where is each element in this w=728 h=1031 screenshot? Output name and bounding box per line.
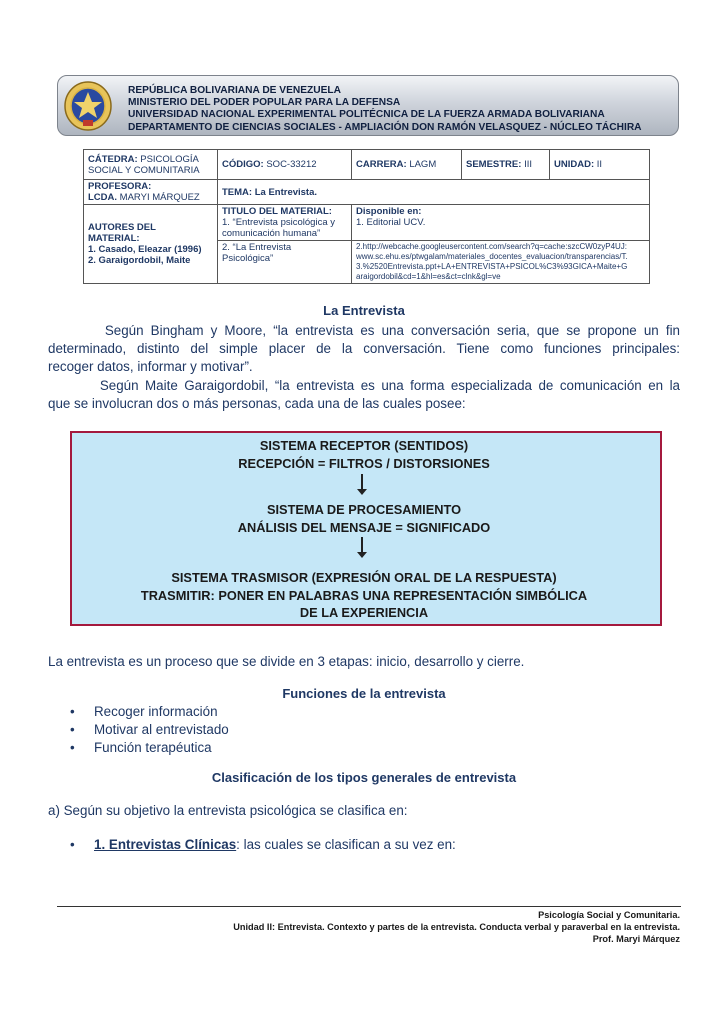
unidad-cell: UNIDAD: II xyxy=(550,150,650,180)
university-seal-icon xyxy=(63,80,113,132)
footer-professor: Prof. Maryi Márquez xyxy=(592,934,680,944)
funciones-heading: Funciones de la entrevista xyxy=(282,686,446,701)
diagram-trasmitir: TRASMITIR: PONER EN PALABRAS UNA REPRESENTACIÓN SIMBÓLICA xyxy=(140,588,588,603)
carrera-cell: CARRERA: LAGM xyxy=(352,150,462,180)
bullet-icon: • xyxy=(70,740,75,755)
clinicas-label: 1. Entrevistas Clínicas xyxy=(94,837,237,852)
bullet-icon: • xyxy=(70,837,75,852)
arrow-down-icon xyxy=(361,537,363,553)
bullet-icon: • xyxy=(70,722,75,737)
list-item: • Motivar al entrevistado xyxy=(70,722,229,737)
semestre-cell: SEMESTRE: III xyxy=(462,150,550,180)
profesora-cell: PROFESORA: LCDA. MARYI MÁRQUEZ xyxy=(84,180,218,205)
course-info-table xyxy=(83,149,650,284)
diagram-analisis: ANÁLISIS DEL MENSAJE = SIGNIFICADO xyxy=(237,520,491,535)
header-line: MINISTERIO DEL PODER POPULAR PARA LA DEFENSA xyxy=(128,97,401,109)
arrow-down-icon xyxy=(361,474,363,490)
etapas-text: La entrevista es un proceso que se divide en 3 etapas: inicio, desarrollo y cierre. xyxy=(48,654,525,669)
header-line: UNIVERSIDAD NACIONAL EXPERIMENTAL POLITÉCNICA DE LA FUERZA ARMADA BOLIVARIANA xyxy=(128,109,605,121)
diagram-recepcion: RECEPCIÓN = FILTROS / DISTORSIONES xyxy=(238,456,490,471)
footer-course: Psicología Social y Comunitaria. xyxy=(538,910,680,920)
header-institution xyxy=(128,85,642,134)
document-title: La Entrevista xyxy=(323,303,405,318)
clasificacion-heading: Clasificación de los tipos generales de entrevista xyxy=(211,770,517,785)
titulo-cell: TITULO DEL MATERIAL: 1. “Entrevista psicológica y comunicación humana” xyxy=(218,205,352,241)
diagram-procesamiento: SISTEMA DE PROCESAMIENTO xyxy=(266,502,462,517)
autores-cell: AUTORES DEL MATERIAL: 1. Casado, Eleazar (1996) 2. Garaigordobil, Maite xyxy=(84,205,218,284)
disponible-url-cell: 2.http://webcache.googleusercontent.com/search?q=cache:szcCW0zyP4UJ: www.sc.ehu.es/ptwgalam/materiales_docentes_evaluacion/transparencias/T. 3.%2520Entrevista.ppt+LA+ENTREVISTA+PSICOL%C3%93GICA+Maite+G araigordobil&cd=1&hl=es&ct=clnk&gl=ve xyxy=(352,241,650,284)
catedra-cell: CÁTEDRA: PSICOLOGÍA SOCIAL Y COMUNITARIA xyxy=(84,150,218,180)
paragraph-bingham: Según Bingham y Moore, “la entrevista es una conversación seria, que se propone un fin determinado, distinto del simple placer de la conversación. Tiene como funciones principales: recoger datos, informar y motivar”. xyxy=(48,323,680,375)
titulo-2-cell: 2. “La Entrevista Psicológica” xyxy=(218,241,352,284)
diagram-experiencia: DE LA EXPERIENCIA xyxy=(299,605,429,620)
footer-unit: Unidad II: Entrevista. Contexto y partes de la entrevista. Conducta verbal y paraverbal en la entrevista. xyxy=(233,922,680,932)
bullet-icon: • xyxy=(70,704,75,719)
header-line: REPÚBLICA BOLIVARIANA DE VENEZUELA xyxy=(128,85,342,96)
disponible-cell: Disponible en: 1. Editorial UCV. xyxy=(352,205,650,241)
paragraph-garaigordobil: Según Maite Garaigordobil, “la entrevista es una forma especializada de comunicación en la que se involucran dos o más personas, cada una de las cuales posee: xyxy=(48,378,680,412)
footer-divider xyxy=(57,906,681,907)
objetivo-text: a) Según su objetivo la entrevista psicológica se clasifica en: xyxy=(48,803,408,818)
header-line: DEPARTAMENTO DE CIENCIAS SOCIALES - AMPLIACIÓN DON RAMÓN VELASQUEZ - NÚCLEO TÁCHIRA xyxy=(128,121,642,133)
tema-cell: TEMA: La Entrevista. xyxy=(218,180,650,205)
diagram-trasmisor: SISTEMA TRASMISOR (EXPRESIÓN ORAL DE LA RESPUESTA) xyxy=(171,570,557,585)
list-item: • Función terapéutica xyxy=(70,740,212,755)
diagram-receptor: SISTEMA RECEPTOR (SENTIDOS) xyxy=(259,438,469,453)
list-item: • 1. Entrevistas Clínicas: las cuales se clasifican a su vez en: xyxy=(70,837,456,852)
codigo-cell: CÓDIGO: SOC-33212 xyxy=(218,150,352,180)
list-item: • Recoger información xyxy=(70,704,218,719)
